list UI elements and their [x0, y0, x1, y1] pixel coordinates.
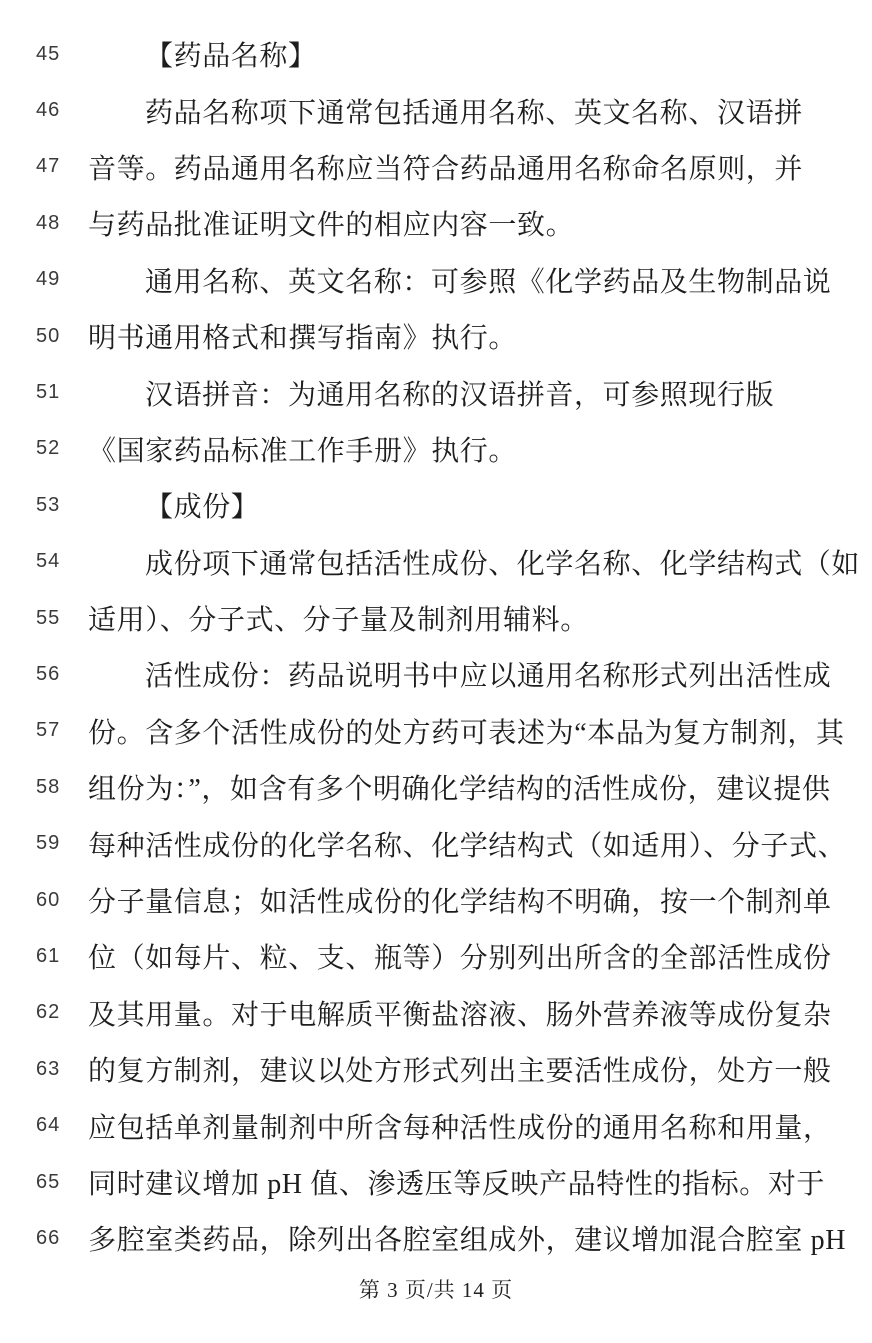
line-number: 65	[36, 1170, 61, 1193]
document-line	[0, 985, 872, 1041]
line-text: 与药品批准证明文件的相应内容一致。	[88, 210, 575, 242]
document-line	[0, 1210, 872, 1266]
line-text: 明书通用格式和撰写指南》执行。	[88, 323, 518, 355]
line-text: 适用）、分子式、分子量及制剂用辅料。	[88, 605, 589, 637]
line-text: 音等。药品通用名称应当符合药品通用名称命名原则，并	[88, 153, 804, 185]
line-number: 63	[36, 1057, 61, 1080]
document-line	[0, 703, 872, 759]
line-text: 同时建议增加 pH 值、渗透压等反映产品特性的指标。对于	[88, 1169, 826, 1200]
line-number: 51	[36, 381, 61, 404]
line-number: 57	[36, 719, 61, 742]
line-text: 及其用量。对于电解质平衡盐溶液、肠外营养液等成份复杂	[88, 999, 832, 1031]
document-line	[0, 590, 872, 646]
line-number: 49	[36, 268, 61, 291]
document-line	[0, 308, 872, 364]
line-text: 位（如每片、粒、支、瓶等）分别列出所含的全部活性成份	[88, 943, 832, 975]
line-text: 《国家药品标准工作手册》执行。	[88, 435, 518, 467]
document-line	[0, 421, 872, 477]
line-text: 应包括单剂量制剂中所含每种活性成份的通用名称和用量，	[88, 1112, 832, 1144]
line-number: 46	[36, 99, 61, 122]
line-number: 58	[36, 775, 61, 798]
line-text: 【药品名称】	[145, 41, 317, 73]
line-text: 药品名称项下通常包括通用名称、英文名称、汉语拼	[145, 97, 803, 129]
line-number: 47	[36, 155, 61, 178]
line-number: 61	[36, 944, 61, 967]
line-number: 64	[36, 1114, 61, 1137]
line-number: 62	[36, 1001, 61, 1024]
line-number: 56	[36, 662, 61, 685]
line-number: 45	[36, 42, 61, 65]
document-line	[0, 477, 872, 533]
line-text: 成份项下通常包括活性成份、化学名称、化学结构式（如	[145, 548, 861, 580]
document-line	[0, 195, 872, 251]
line-text: 的复方制剂，建议以处方形式列出主要活性成份，处方一般	[88, 1056, 832, 1088]
line-number: 48	[36, 211, 61, 234]
document-line	[0, 534, 872, 590]
line-number: 52	[36, 437, 61, 460]
document-line	[0, 252, 872, 308]
line-text: 多腔室类药品，除列出各腔室组成外，建议增加混合腔室 pH	[88, 1225, 847, 1257]
document-line	[0, 26, 872, 82]
line-number: 59	[36, 832, 61, 855]
line-text: 组份为：”，如含有多个明确化学结构的活性成份，建议提供	[88, 774, 831, 806]
document-line	[0, 139, 872, 195]
line-number: 54	[36, 550, 61, 573]
line-number: 66	[36, 1226, 61, 1249]
line-text: 通用名称、英文名称：可参照《化学药品及生物制品说	[145, 266, 832, 298]
document-line	[0, 82, 872, 138]
document-line	[0, 1154, 872, 1210]
document-line	[0, 928, 872, 984]
line-number: 50	[36, 324, 61, 347]
document-line	[0, 364, 872, 420]
page-footer: 第 3 页/共 14 页	[358, 1278, 514, 1302]
line-number: 55	[36, 606, 61, 629]
line-text: 每种活性成份的化学名称、化学结构式（如适用）、分子式、	[88, 830, 847, 862]
line-text: 【成份】	[145, 492, 260, 524]
document-line	[0, 815, 872, 871]
document-line	[0, 646, 872, 702]
document-line	[0, 759, 872, 815]
document-line	[0, 872, 872, 928]
document-line	[0, 1097, 872, 1153]
document-body	[0, 26, 872, 1267]
line-text: 分子量信息；如活性成份的化学结构不明确，按一个制剂单	[88, 887, 832, 919]
line-number: 60	[36, 888, 61, 911]
line-text: 份。含多个活性成份的处方药可表述为“本品为复方制剂，其	[88, 717, 845, 749]
line-text: 汉语拼音：为通用名称的汉语拼音，可参照现行版	[145, 379, 775, 411]
line-number: 53	[36, 493, 61, 516]
document-line	[0, 1041, 872, 1097]
line-text: 活性成份：药品说明书中应以通用名称形式列出活性成	[145, 661, 832, 693]
